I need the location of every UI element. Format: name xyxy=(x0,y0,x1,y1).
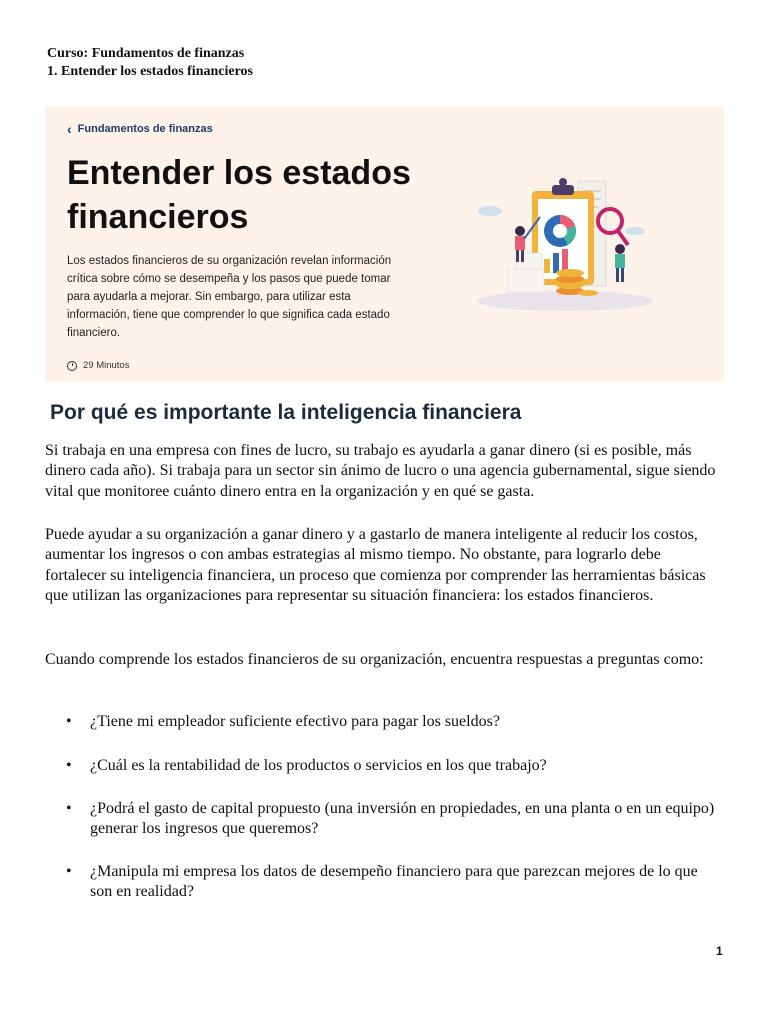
bullet-icon: • xyxy=(66,713,72,730)
list-item-text: ¿Podrá el gasto de capital propuesto (una inversión en propiedades, en una planta o en un equipo) generar los ingresos que queremos? xyxy=(90,800,715,838)
list-item-text: ¿Cuál es la rentabilidad de los productos o servicios en los que trabajo? xyxy=(90,757,547,774)
bullet-icon: • xyxy=(66,800,72,817)
paragraph: Si trabaja en una empresa con fines de lucro, su trabajo es ayudarla a ganar dinero (si es posible, más dinero cada año). Si trabaja para un sector sin ánimo de lucro o una agencia gubernamental, sigue siendo vital que monitoree cuánto dinero entra en la organización y en qué se gasta. xyxy=(45,442,716,500)
page-number: 1 xyxy=(716,944,723,958)
list-item-text: ¿Manipula mi empresa los datos de desempeño financiero para que parezcan mejores de lo que son en realidad? xyxy=(90,863,698,901)
paragraph: Cuando comprende los estados financieros de su organización, encuentra respuestas a preguntas como: xyxy=(45,651,704,668)
paragraph: Puede ayudar a su organización a ganar dinero y a gastarlo de manera inteligente al reducir los costos, aumentar los ingresos o con ambas estrategias al mismo tiempo. No obstante, para lograrlo debe fortalecer su inteligencia financiera, un proceso que comienza por comprender las herramientas básicas que utilizan las organizaciones para representar su situación financiera: los estados financieros. xyxy=(45,526,706,604)
course-title: Curso: Fundamentos de finanzas xyxy=(47,46,245,61)
duration-label: 29 Minutos xyxy=(83,360,130,371)
duration xyxy=(67,360,129,371)
bullet-icon: • xyxy=(66,863,72,880)
financial-documents-illustration xyxy=(460,169,660,319)
course-banner xyxy=(45,107,724,382)
clock-icon xyxy=(67,361,77,371)
bullet-icon: • xyxy=(66,757,72,774)
banner-title: Entender los estados financieros xyxy=(67,154,411,236)
section-heading: Por qué es importante la inteligencia financiera xyxy=(50,401,522,424)
banner-description: Los estados financieros de su organización revelan información crítica sobre cómo se desempeña y los pasos que puede tomar para ayudarla a mejorar. Sin embargo, para utilizar esta información, tiene que comprender lo que significa cada estado financiero. xyxy=(67,255,392,339)
back-link[interactable] xyxy=(67,120,213,137)
chevron-left-icon: ‹ xyxy=(67,120,72,137)
list-item-text: ¿Tiene mi empleador suficiente efectivo para pagar los sueldos? xyxy=(90,713,500,730)
course-header xyxy=(47,45,253,81)
back-link-label: Fundamentos de finanzas xyxy=(77,123,213,135)
lesson-title: 1. Entender los estados financieros xyxy=(47,64,253,79)
